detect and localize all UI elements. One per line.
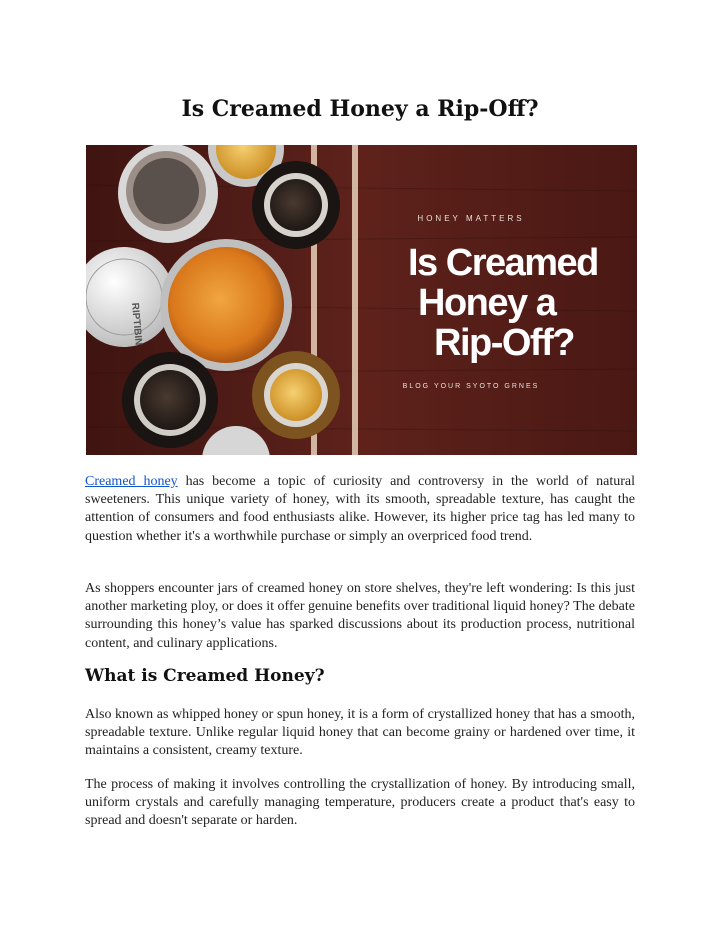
hero-headline-line-2: Honey a [418, 282, 556, 324]
hero-headline-line-1: Is Creamed [408, 242, 598, 284]
hero-footer-text: BLOG YOUR SYOTO GRNES [402, 383, 540, 390]
intro-paragraph [85, 473, 635, 546]
jar-white-lid-top [118, 145, 218, 243]
paragraph-2: As shoppers encounter jars of creamed honey on store shelves, they're left wondering: Is this just another marketing ploy, or does it offer genuine benefits over traditional liquid honey? The debate surrounding this honey’s value has sparked discussions about its production process, nutritional content, and culinary applications. [85, 581, 635, 651]
creamed-honey-link[interactable]: Creamed honey [85, 474, 178, 489]
hero-kicker: HONEY MATTERS [417, 214, 525, 223]
jar-gold-bottom-right [252, 351, 340, 439]
paragraph-4: The process of making it involves controlling the crystallization of honey. By introducing small, uniform crystals and carefully managing temperature, producers create a product that's easy to spread and doesn't separate or harden. [85, 777, 635, 829]
jar-dark-right [252, 161, 340, 249]
paragraph-3: Also known as whipped honey or spun honey, it is a form of crystallized honey that has a smooth, spreadable texture. Unlike regular liquid honey that can become grainy or hardened over time, it maintains a consistent, creamy texture. [85, 707, 635, 759]
intro-paragraph-text: has become a topic of curiosity and controversy in the world of natural sweeteners. This unique variety of honey, with its smooth, spreadable texture, has caught the attention of consumers and food enthusiasts alike. However, its higher price tag has led many to question whether it's a worthwhile purchase or simply an overpriced food trend. [85, 474, 635, 544]
hero-headline-line-3: Rip-Off? [434, 322, 574, 364]
jar-amber-center [160, 239, 292, 371]
jar-dark-bottom-left [122, 352, 218, 448]
section-heading: What is Creamed Honey? [85, 666, 325, 686]
hero-image [86, 145, 637, 455]
jar-label-text: RIPTIBIN [129, 302, 144, 346]
page-title: Is Creamed Honey a Rip-Off? [181, 96, 539, 122]
